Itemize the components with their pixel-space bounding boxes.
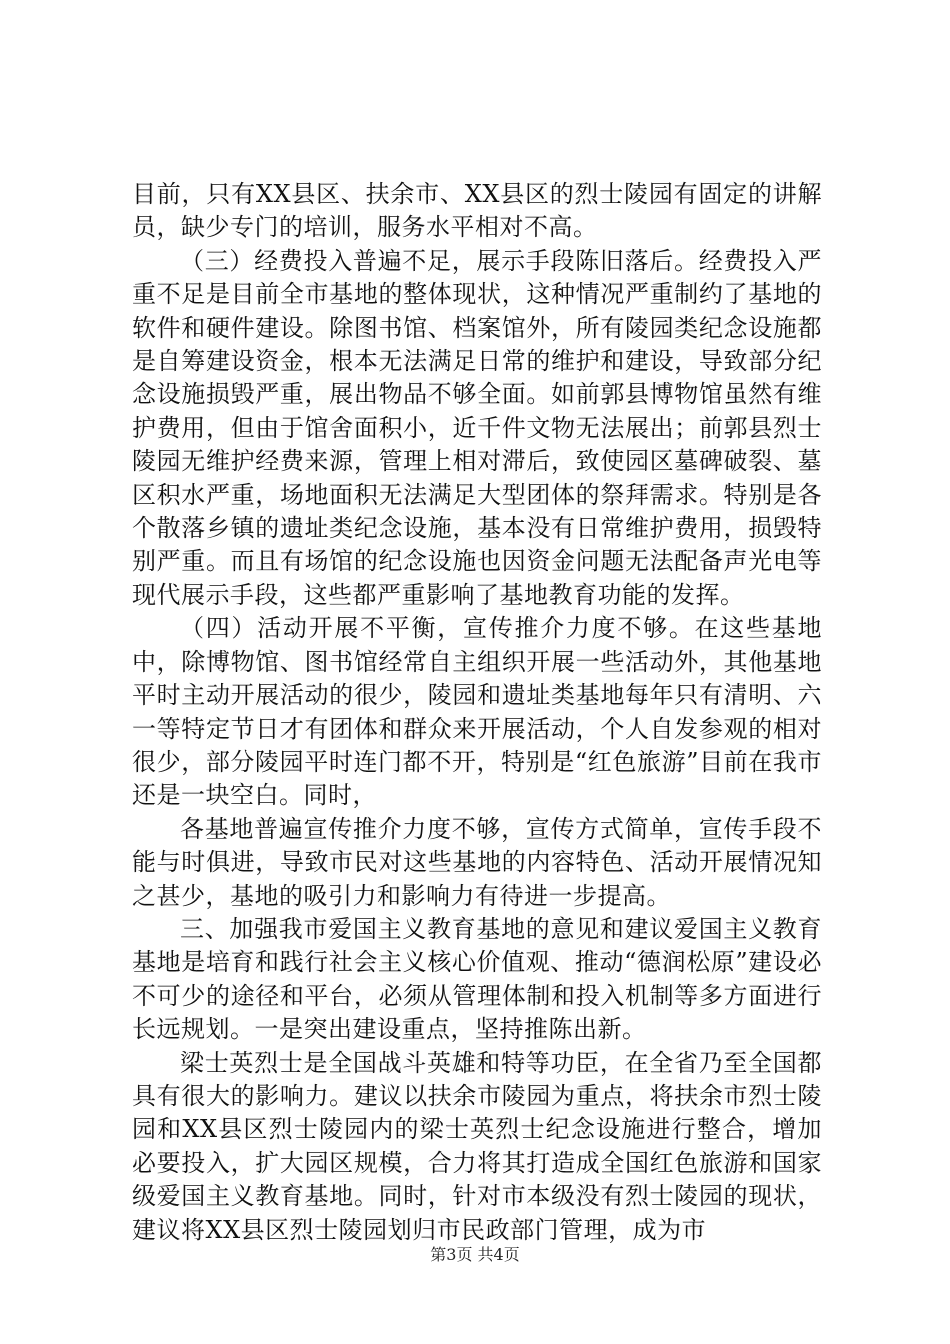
paragraph-funding: （三）经费投入普遍不足，展示手段陈旧落后。经费投入严重不足是目前全市基地的整体现状，这种情况严重制约了基地的软件和硬件建设。除图书馆、档案馆外，所有陵园类纪念设施都是自筹建设资金，根本无法满足日常的维护和建设，导致部分纪念设施损毁严重，展出物品不够全面。如前郭县博物馆虽然有维护费用，但由于馆舍面积小，近千件文物无法展出；前郭县烈士陵园无维护经费来源，管理上相对滞后，致使园区墓碑破裂、墓区积水严重，场地面积无法满足大型团体的祭拜需求。特别是各个散落乡镇的遗址类纪念设施，基本没有日常维护费用，损毁特别严重。而且有场馆的纪念设施也因资金问题无法配备声光电等现代展示手段，这些都严重影响了基地教育功能的发挥。: [132, 246, 822, 609]
paragraph-activities: （四）活动开展不平衡，宣传推介力度不够。在这些基地中，除博物馆、图书馆经常自主组织开展一些活动外，其他基地平时主动开展活动的很少，陵园和遗址类基地每年只有清明、六一等特定节日才有团体和群众来开展活动，个人自发参观的相对很少，部分陵园平时连门都不开，特别是“红色旅游”目前在我市还是一块空白。同时，: [132, 614, 822, 810]
paragraph-suggestions: 三、加强我市爱国主义教育基地的意见和建议爱国主义教育基地是培育和践行社会主义核心价值观、推动“德润松原”建设必不可少的途径和平台，必须从管理体制和投入机制等多方面进行长远规划。一是突出建设重点，坚持推陈出新。: [132, 914, 822, 1044]
paragraph-continuation: 目前，只有XX县区、扶余市、XX县区的烈士陵园有固定的讲解员，缺少专门的培训，服务水平相对不高。: [132, 180, 822, 242]
document-body: [132, 178, 822, 1247]
paragraph-publicity: 各基地普遍宣传推介力度不够，宣传方式简单，宣传手段不能与时俱进，导致市民对这些基地的内容特色、活动开展情况知之甚少，基地的吸引力和影响力有待进一步提高。: [132, 814, 822, 910]
paragraph-liang-shiying: 梁士英烈士是全国战斗英雄和特等功臣，在全省乃至全国都具有很大的影响力。建议以扶余市陵园为重点，将扶余市烈士陵园和XX县区烈士陵园内的梁士英烈士纪念设施进行整合，增加必要投入，扩大园区规模，合力将其打造成全国红色旅游和国家级爱国主义教育基地。同时，针对市本级没有烈士陵园的现状，建议将XX县区烈士陵园划归市民政部门管理，成为市: [132, 1048, 822, 1244]
page-number-footer: 第3页 共4页: [430, 1245, 520, 1264]
